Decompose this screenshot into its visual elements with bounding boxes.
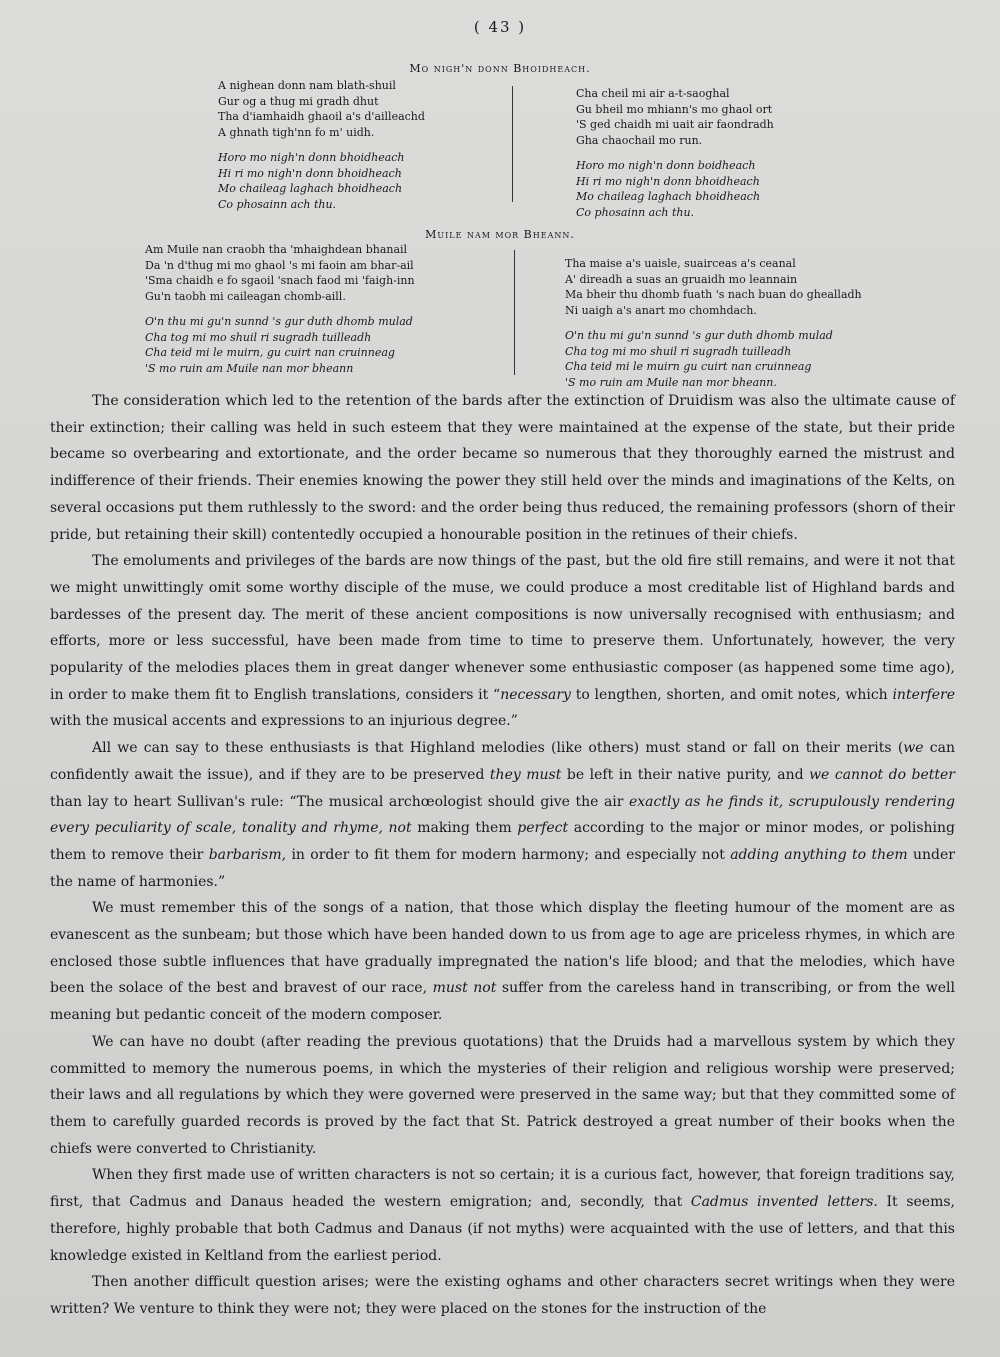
paragraph	[50, 1162, 955, 1269]
paragraph-text: When they first made use of written characters is not so certain; it is a curious fact, however, that foreign traditions say, first, that Cadmus and Danaus headed the western emigration; and, secondly, that	[50, 1167, 955, 1211]
page-number: ( 43 )	[473, 18, 527, 36]
chorus-line: Hi ri mo nigh'n donn bhoidheach	[576, 174, 760, 188]
paragraph-text: It seems, therefore, highly probable that both Cadmus and Danaus (if not myths) were acquainted with the use of letters, and that this knowledge existed in Keltland from the earliest period.	[50, 1194, 955, 1264]
italic-phrase: adding anything to them	[730, 846, 908, 863]
chorus-line: Horo mo nigh'n donn bhoidheach	[218, 151, 405, 164]
paragraph-text: than lay to heart Sullivan's rule: “The musical archœologist should give the air	[50, 793, 629, 810]
verse-line: Cha cheil mi air a-t-saoghal	[576, 87, 730, 100]
column-divider	[514, 250, 515, 375]
song-title-mo-nighn-donn: Mo nigh'n donn Bhoidheach.	[409, 62, 591, 75]
verse-line: Gu'n taobh mi caileagan chomb-aill.	[145, 289, 346, 303]
chorus-line: 'S mo ruin am Muile nan mor bheann	[145, 361, 354, 375]
song-title-muile-nam-mor-bheann: Muile nam mor Bheann.	[425, 228, 575, 241]
song2-left-stanza	[145, 242, 415, 376]
italic-phrase: necessary	[500, 686, 571, 703]
italic-phrase: Cadmus invented letters.	[690, 1194, 878, 1211]
chorus-line: Cha tog mi mo shuil ri sugradh tuilleadh	[145, 330, 372, 344]
paragraph-text: The emoluments and privileges of the bards are now things of the past, but the old fire still remains, and were it not that we might unwittingly omit some worthy disciple of the muse, we could produce a most creditable list of Highland bards and bardesses of the present day. The merit of these ancient compositions is now universally recognised with enthusiasm; and efforts, more or less successful, have been made from time to time to preserve them. Unfortunately, however, the very popularity of the melodies places them in great danger whenever some enthusiastic composer (as happened some time ago), in order to make them fit to English translations, considers it “	[50, 553, 955, 703]
paragraph-text: can confidently await the issue), and if they are to be preserved	[50, 740, 955, 783]
song1-left-stanza	[218, 78, 425, 212]
chorus-line: Mo chaileag laghach bhoidheach	[576, 190, 761, 203]
verse-line: 'Sma chaidh e fo sgaoil 'snach faod mi 'faigh-inn	[145, 274, 415, 287]
italic-phrase: perfect	[517, 820, 569, 837]
verse-line: Ma bheir thu dhomb fuath 's nach buan do ghealladh	[565, 288, 862, 301]
italic-phrase: interfere	[892, 686, 955, 703]
italic-phrase: they must	[489, 766, 562, 783]
paragraph-text: in order to fit them for modern harmony; and especially not	[286, 846, 731, 863]
italic-phrase: barbarism,	[208, 846, 287, 863]
verse-line: Am Muile nan craobh tha 'mhaighdean bhanail	[145, 243, 408, 256]
song2-right-stanza	[565, 256, 862, 390]
paragraph	[50, 1029, 955, 1163]
chorus-line: Co phosainn ach thu.	[576, 205, 695, 219]
verse-line: A ghnath tigh'nn fo m' uidh.	[218, 125, 375, 139]
paragraph	[50, 735, 955, 895]
verse-line: Ni uaigh a's anart mo chomhdach.	[565, 303, 757, 317]
paragraph-text: making them	[411, 820, 518, 837]
paragraph	[50, 548, 955, 735]
verse-line: Gu bheil mo mhiann's mo ghaol ort	[576, 102, 773, 116]
paragraph	[50, 388, 955, 548]
paragraph-text: suffer from the careless hand in transcribing, or from the well meaning but pedantic conceit of the modern composer.	[50, 980, 955, 1024]
verse-line: A' direadh a suas an gruaidh mo leannain	[565, 272, 798, 286]
chorus-line: Cha teid mi le muirn, gu cuirt nan cruinneag	[145, 346, 395, 359]
verse-line: 'S ged chaidh mi uait air faondradh	[576, 118, 774, 131]
paragraph	[50, 1269, 955, 1322]
verse-line: Gha chaochail mo run.	[576, 133, 703, 147]
verse-line: Gur og a thug mi gradh dhut	[218, 94, 379, 108]
chorus-line: Cha tog mi mo shuil ri sugradh tuilleadh	[565, 344, 792, 358]
verse-line: Tha d'iamhaidh ghaoil a's d'ailleachd	[218, 110, 425, 123]
italic-phrase: must not	[432, 980, 497, 997]
paragraph-text: under the name of harmonies.”	[50, 846, 955, 890]
italic-phrase: we	[903, 740, 924, 757]
column-divider	[512, 86, 513, 202]
paragraph-text: be left in their native purity, and	[561, 766, 810, 783]
paragraph-text: We can have no doubt (after reading the previous quotations) that the Druids had a marvellous system by which they committed to memory the numerous poems, in which the mysteries of their religion and religious worship were preserved; their laws and all regulations by which they were governed were preserved in the same way; but that they committed some of them to carefully guarded records is proved by the fact that St. Patrick destroyed a great number of their books when the chiefs were converted to Christianity.	[50, 1033, 955, 1157]
chorus-line: Co phosainn ach thu.	[218, 197, 337, 211]
italic-phrase: exactly as he finds it, scrupulously rendering every peculiarity of scale, tonality and rhyme, not	[50, 793, 955, 837]
chorus-line: Hi ri mo nigh'n donn bhoidheach	[218, 166, 402, 180]
chorus-line: Cha teid mi le muirn gu cuirt nan cruinneag	[565, 360, 812, 373]
verse-line: Tha maise a's uaisle, suairceas a's ceanal	[565, 257, 796, 270]
song1-right-stanza	[576, 86, 774, 220]
paragraph-text: to lengthen, shorten, and omit notes, which	[570, 686, 893, 703]
paragraph	[50, 895, 955, 1029]
paragraph-text: We must remember this of the songs of a nation, that those which display the fleeting humour of the moment are as evanescent as the sunbeam; but those which have been handed down to us from age to age are priceless rhymes, in which are enclosed those subtle influences that have gradually impregnated the nation's life blood; and that the melodies, which have been the solace of the best and bravest of our race,	[50, 900, 955, 997]
chorus-line: 'S mo ruin am Muile nan mor bheann.	[565, 375, 777, 389]
paragraph-text: The consideration which led to the retention of the bards after the extinction of Druidism was also the ultimate cause of their extinction; their calling was held in such esteem that they were maintained at the expense of the state, but their pride became so overbearing and extortionate, and the order became so numerous that they thoroughly earned the mistrust and indifference of their friends. Their enemies knowing the power they still held over the minds and imaginations of the Kelts, on several occasions put them ruthlessly to the sword: and the order being thus reduced, the remaining professors (shorn of their pride, but retaining their skill) contentedly occupied a honourable position in the retinues of their chiefs.	[50, 393, 955, 543]
paragraph-text: with the musical accents and expressions to an injurious degree.”	[50, 713, 518, 730]
verse-line: Da 'n d'thug mi mo ghaol 's mi faoin am bhar-ail	[145, 258, 414, 272]
chorus-line: O'n thu mi gu'n sunnd 's gur duth dhomb mulad	[145, 315, 413, 328]
chorus-line: Mo chaileag laghach bhoidheach	[218, 182, 403, 195]
body-text	[50, 388, 955, 1323]
paragraph-text: Then another difficult question arises; were the existing oghams and other characters secret writings when they were written? We venture to think they were not; they were placed on the stones for the instruction of the	[50, 1274, 955, 1317]
paragraph-text: according to the major or minor modes, or polishing them to remove their	[50, 820, 955, 863]
paragraph-text: All we can say to these enthusiasts is that Highland melodies (like others) must stand or fall on their merits (	[92, 740, 904, 757]
chorus-line: O'n thu mi gu'n sunnd 's gur duth dhomb mulad	[565, 329, 833, 342]
chorus-line: Horo mo nigh'n donn boidheach	[576, 159, 756, 172]
verse-line: A nighean donn nam blath-shuil	[218, 79, 396, 92]
italic-phrase: we cannot do better	[809, 766, 956, 783]
